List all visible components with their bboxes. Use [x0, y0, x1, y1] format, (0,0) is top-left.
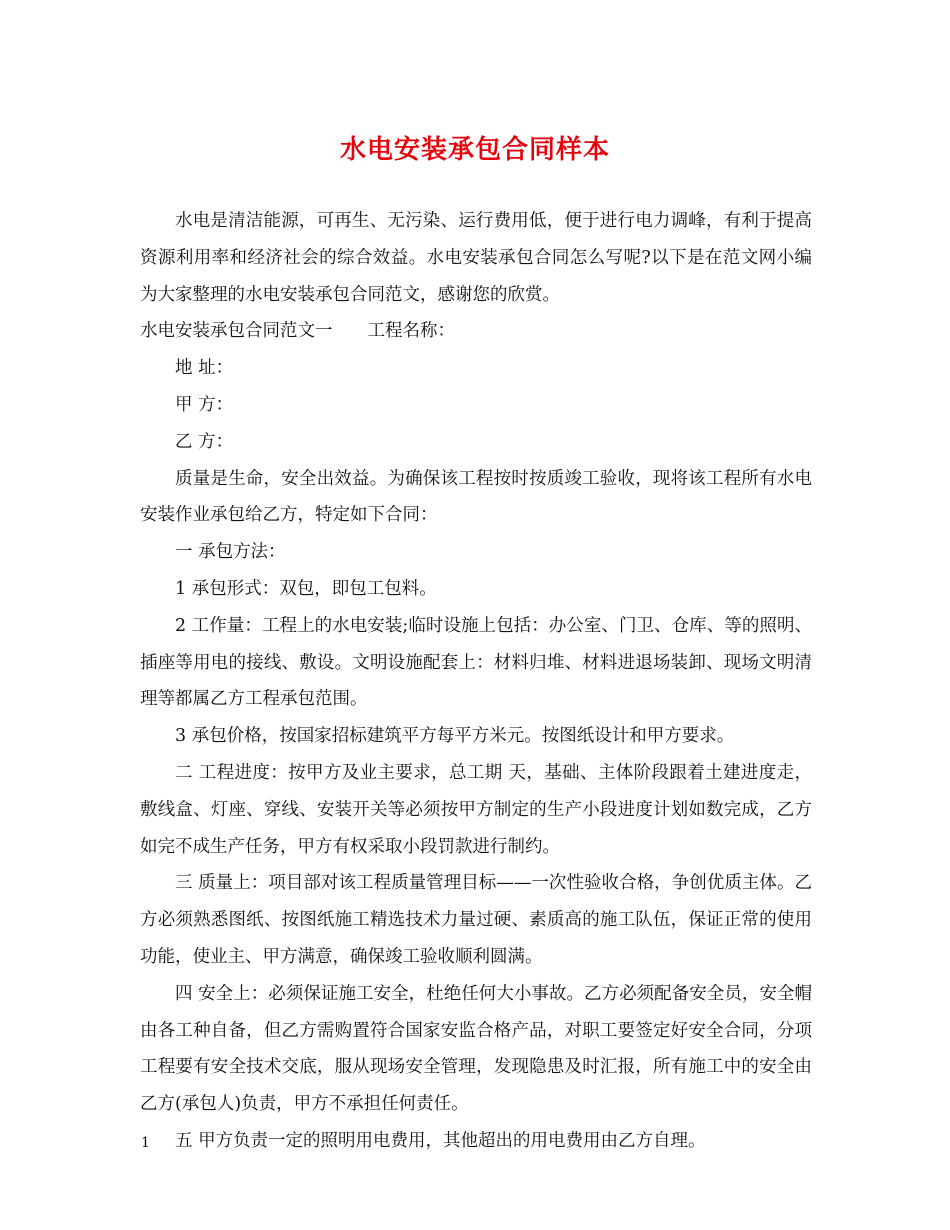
document-body — [140, 203, 812, 1160]
section-1-heading: 一 承包方法： — [175, 542, 286, 563]
address-field: 地 址： — [175, 358, 234, 379]
section-3-quality: 三 质量上：项目部对该工程质量管理目标——一次性验收合格，争创优质主体。乙方必须熟悉图纸、按图纸施工精选技术力量过硬、素质高的施工队伍，保证正常的使用功能，使业主、甲方满意，确保竣工验收顺利圆满。 — [140, 873, 812, 967]
party-b-field: 乙 方： — [175, 431, 234, 452]
preamble-paragraph: 质量是生命，安全出效益。为确保该工程按时按质竣工验收，现将该工程所有水电安装作业承包给乙方，特定如下合同： — [140, 468, 812, 526]
clause-1-2: 2 工作量：工程上的水电安装;临时设施上包括：办公室、门卫、仓库、等的照明、插座等用电的接线、敷设。文明设施配套上：材料归堆、材料进退场装卸、现场文明清理等都属乙方工程承包范围。 — [140, 615, 812, 710]
clause-1-1: 1 承包形式：双包，即包工包料。 — [175, 578, 437, 599]
document-title: 水电安装承包合同样本 — [339, 135, 610, 165]
clause-1-3: 3 承包价格，按国家招标建筑平方每平方米元。按图纸设计和甲方要求。 — [175, 726, 735, 747]
intro-paragraph: 水电是清洁能源，可再生、无污染、运行费用低，便于进行电力调峰，有利于提高资源利用率和经济社会的综合效益。水电安装承包合同怎么写呢?以下是在范文网小编为大家整理的水电安装承包合同范文，感谢您的欣赏。 — [140, 211, 812, 305]
section-5-electricity: 五 甲方负责一定的照明用电费用，其他超出的用电费用由乙方自理。 — [175, 1130, 706, 1151]
section-2-schedule: 二 工程进度：按甲方及业主要求，总工期 天，基础、主体阶段跟着土建进度走，敷线盒、灯座、穿线、安装开关等必须按甲方制定的生产小段进度计划如数完成，乙方如完不成生产任务，甲方有权采取小段罚款进行制约。 — [140, 762, 812, 857]
section-4-safety: 四 安全上：必须保证施工安全，杜绝任何大小事故。乙方必须配备安全员，安全帽由各工种自备，但乙方需购置符合国家安监合格产品，对职工要签定好安全合同，分项工程要有安全技术交底，服从现场安全管理，发现隐患及时汇报，所有施工中的安全由乙方(承包人)负责，甲方不承担任何责任。 — [140, 983, 812, 1115]
sample-heading-line: 水电安装承包合同范文一 工程名称： — [140, 321, 455, 342]
page-number: 1 — [141, 1135, 150, 1151]
party-a-field: 甲 方： — [175, 394, 234, 415]
